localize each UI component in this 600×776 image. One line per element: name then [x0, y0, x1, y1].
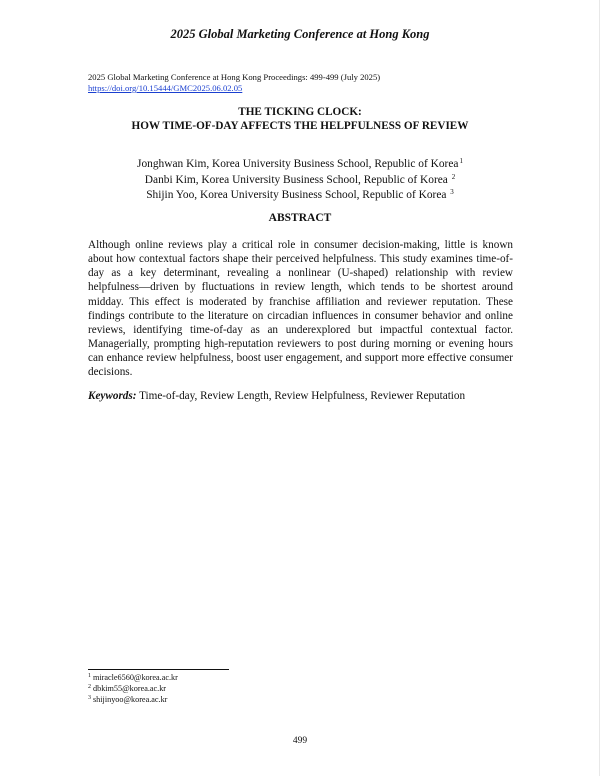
- footnote-mark: 3: [88, 694, 91, 701]
- footnote-item: [88, 684, 178, 695]
- author-footnote-mark: 3: [450, 188, 454, 196]
- footnote-mark: 2: [88, 683, 91, 690]
- page-number: 499: [292, 736, 308, 746]
- footnote-email: dbkim55@korea.ac.kr: [93, 683, 167, 693]
- title-line-2: HOW TIME-OF-DAY AFFECTS THE HELPFULNESS OF REVIEW: [131, 119, 469, 132]
- author-line: [0, 173, 600, 189]
- keywords-text: Time-of-day, Review Length, Review Helpfulness, Reviewer Reputation: [136, 390, 466, 402]
- author-text: Danbi Kim, Korea University Business School, Republic of Korea: [144, 173, 451, 186]
- footnote-email: miracle6560@korea.ac.kr: [93, 673, 178, 682]
- doi-link[interactable]: https://doi.org/10.15444/GMC2025.06.02.05: [88, 83, 243, 93]
- abstract-body: Although online reviews play a critical role in consumer decision-making, little is known about how contextual factors shape their perceived helpfulness. This study examines time-of-day as a key determinant, revealing a nonlinear (U-shaped) relationship with review helpfulness—driven by fluctuations in review length, which tends to be shortest around midday. This effect is moderated by franchise affiliation and reviewer reputation. These findings contribute to the literature on circadian influences in consumer behavior and online reviews, identifying time-of-day as an underexplored but impactful contextual factor. Managerially, prompting high-reputation reviewers to post during morning or evening hours can enhance review helpfulness, boost user engagement, and support more effective consumer decisions.: [88, 239, 513, 379]
- author-footnote-mark: 1: [459, 157, 463, 165]
- abstract-heading: ABSTRACT: [268, 212, 332, 224]
- keywords-label: Keywords:: [88, 390, 137, 402]
- title-line-1: THE TICKING CLOCK:: [238, 106, 362, 118]
- author-footnote-mark: 2: [451, 172, 456, 181]
- author-line: [0, 157, 600, 173]
- footnote-item: [88, 695, 178, 706]
- author-line: [0, 188, 600, 204]
- proceedings-reference: 2025 Global Marketing Conference at Hong Kong Proceedings: 499-499 (July 2025): [88, 72, 381, 82]
- paper-title: [0, 106, 600, 133]
- citation-block: [88, 72, 380, 94]
- author-list: [0, 157, 600, 204]
- conference-header: 2025 Global Marketing Conference at Hong Kong: [170, 27, 430, 41]
- keywords-line: [88, 389, 513, 403]
- footnote-mark: 1: [88, 673, 91, 679]
- author-text: Jonghwan Kim, Korea University Business School, Republic of Korea: [137, 158, 459, 170]
- footnote-email: shijinyoo@korea.ac.kr: [93, 694, 168, 704]
- footnote-divider: [88, 669, 229, 670]
- footnotes: [88, 673, 178, 705]
- footnote-item: [88, 673, 178, 684]
- author-text: Shijin Yoo, Korea University Business School, Republic of Korea: [146, 189, 450, 201]
